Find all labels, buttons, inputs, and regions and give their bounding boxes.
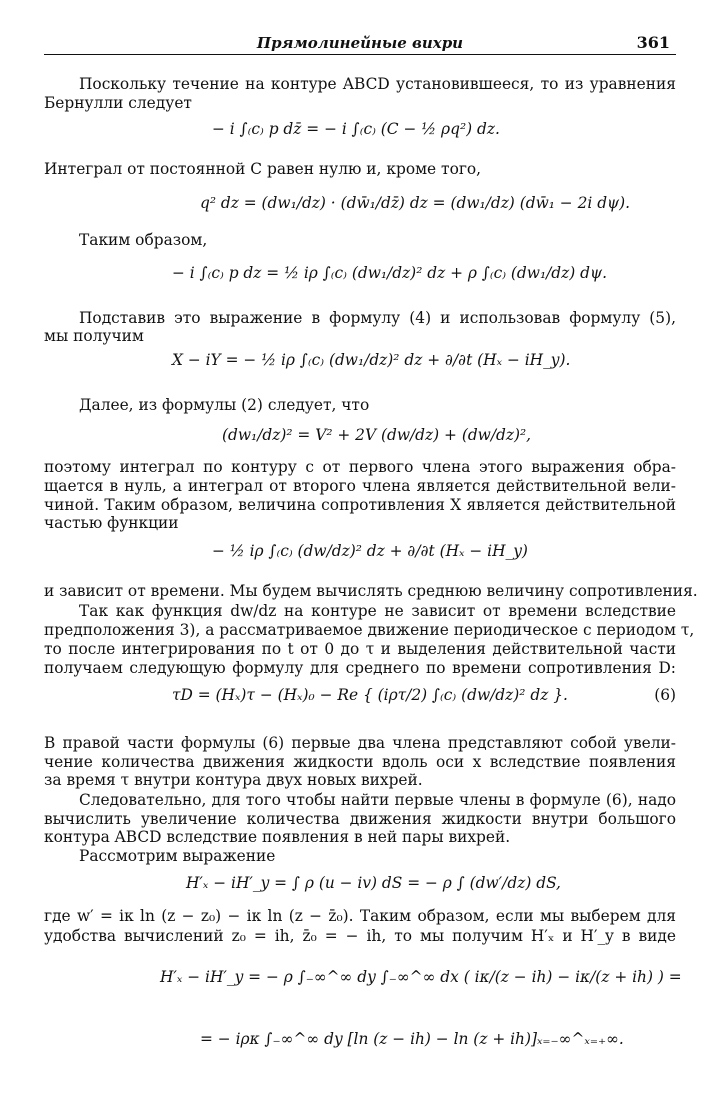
paragraph-line: щается в нуль, а интеграл от второго члена является действительной вели- (44, 477, 676, 495)
paragraph-line: вычислить увеличение количества движения жидкости внутри большого (44, 810, 676, 828)
equation: H′ₓ − iH′_y = ∫ ρ (u − iv) dS = − ρ ∫ (dw′/dz) dS, (186, 874, 561, 892)
paragraph-line: Интеграл от постоянной C равен нулю и, кроме того, (44, 160, 482, 178)
equation: X − iY = − ½ iρ ∫₍c₎ (dw₁/dz)² dz + ∂/∂t (Hₓ − iH_y). (172, 351, 571, 369)
paragraph-line: чение количества движения жидкости вдоль оси x вследствие появления (44, 753, 676, 771)
equation: − ½ iρ ∫₍c₎ (dw/dz)² dz + ∂/∂t (Hₓ − iH_y) (212, 542, 528, 560)
paragraph-line: частью функции (44, 514, 179, 532)
paragraph-line: Так как функция dw/dz на контуре не зависит от времени вследствие (79, 602, 676, 620)
paragraph-line: то после интегрирования по t от 0 до τ и выделения действительной части (44, 640, 676, 658)
paragraph-line: получаем следующую формулу для среднего по времени сопротивления D: (44, 659, 676, 677)
paragraph-line: предположения 3), а рассматриваемое движение периодическое с периодом τ, (44, 621, 695, 639)
paragraph-line: Бернулли следует (44, 94, 192, 112)
paragraph-line: Таким образом, (79, 231, 208, 249)
paragraph-line: Подставив это выражение в формулу (4) и использовав формулу (5), (79, 309, 676, 327)
paragraph-line: удобства вычислений z₀ = ih, z̄₀ = − ih, то мы получим H′ₓ и H′_y в виде (44, 927, 676, 945)
paragraph-line: мы получим (44, 327, 144, 345)
equation: − i ∫₍c₎ p dz̄ = − i ∫₍c₎ (C − ½ ρq²) dz. (212, 120, 500, 138)
paragraph-line: поэтому интеграл по контуру c от первого члена этого выражения обра- (44, 458, 676, 476)
page-number: 361 (636, 33, 670, 52)
paragraph-line: Далее, из формулы (2) следует, что (79, 396, 370, 414)
paragraph-line: В правой части формулы (6) первые два члена представляют собой увели- (44, 734, 676, 752)
equation: − i ∫₍c₎ p dz = ½ iρ ∫₍c₎ (dw₁/dz)² dz + ρ ∫₍c₎ (dw₁/dz) dψ. (172, 264, 607, 282)
equation-number: (6) (654, 686, 676, 704)
paragraph-line: где w′ = iκ ln (z − z₀) − iκ ln (z − z̄₀). Таким образом, если мы выберем для (44, 907, 676, 925)
running-title: Прямолинейные вихри (256, 34, 464, 52)
paragraph-line: Следовательно, для того чтобы найти первые члены в формуле (6), надо (79, 791, 676, 809)
paragraph-line: контура ABCD вследствие появления в ней пары вихрей. (44, 828, 511, 846)
paragraph-line: Рассмотрим выражение (79, 847, 276, 865)
paragraph-line: Поскольку течение на контуре ABCD установившееся, то из уравнения (79, 75, 676, 93)
paragraph-line: за время τ внутри контура двух новых вихрей. (44, 771, 423, 789)
equation: τD = (Hₓ)τ − (Hₓ)₀ − Re { (iρτ/2) ∫₍c₎ (dw/dz)² dz }. (172, 686, 568, 704)
equation: = − iρκ ∫₋∞^∞ dy [ln (z − ih) − ln (z + ih)]ₓ₌₋∞^ₓ₌₊∞. (200, 1030, 624, 1048)
equation: H′ₓ − iH′_y = − ρ ∫₋∞^∞ dy ∫₋∞^∞ dx ( iκ/(z − ih) − iκ/(z + ih) ) = (160, 968, 682, 986)
equation: (dw₁/dz)² = V² + 2V (dw/dz) + (dw/dz)², (222, 426, 532, 444)
paragraph-line: чиной. Таким образом, величина сопротивления X является действительной (44, 496, 676, 514)
paragraph-line: и зависит от времени. Мы будем вычислять среднюю величину сопротивления. (44, 582, 698, 600)
page-header (44, 32, 676, 55)
equation: q² dz = (dw₁/dz) · (dw̄₁/dz̄) dz = (dw₁/dz) (dw̄₁ − 2i dψ). (200, 194, 631, 212)
